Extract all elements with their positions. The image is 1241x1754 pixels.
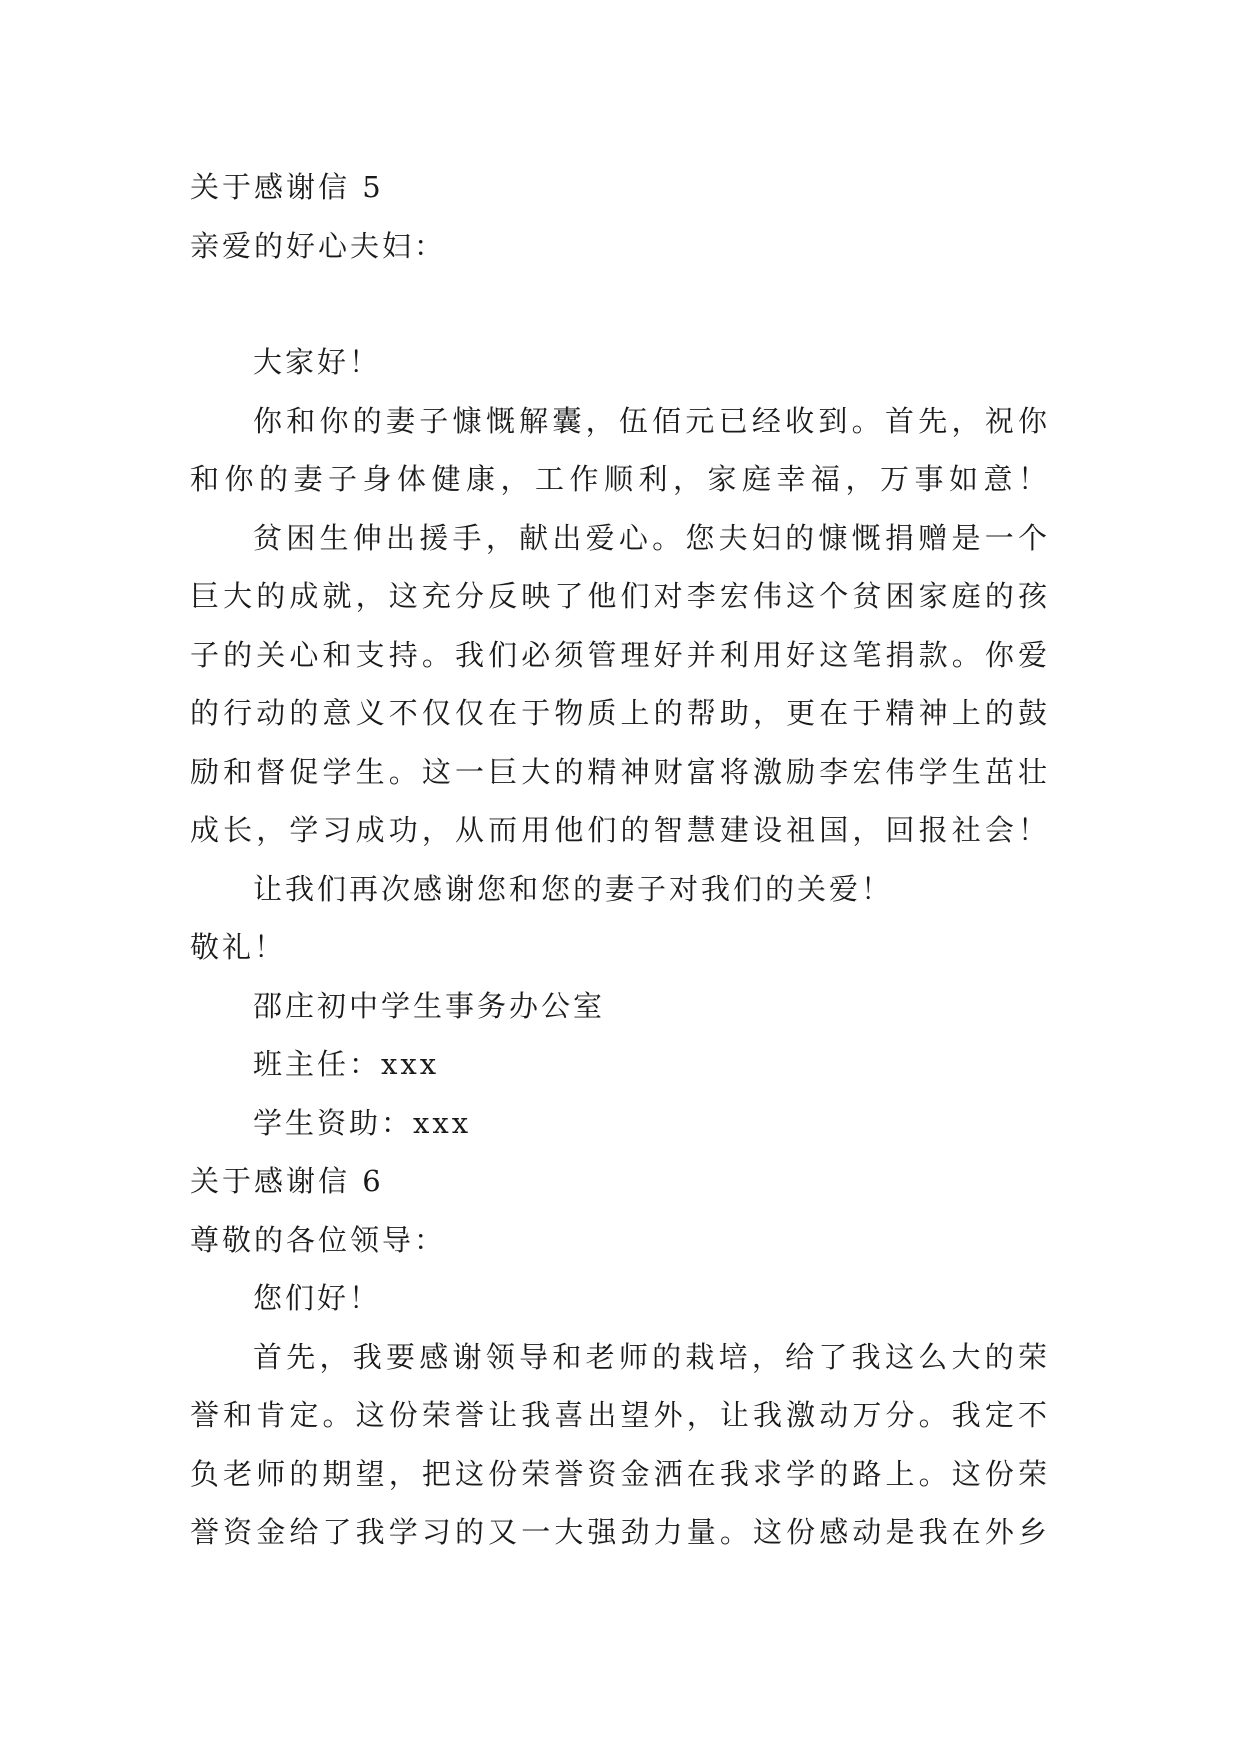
document-body <box>190 158 1050 1562</box>
paragraph-line: 首先，我要感谢领导和老师的栽培，给了我这么大的荣 <box>253 1339 1050 1374</box>
paragraph-line: 和你的妻子身体健康，工作顺利，家庭幸福，万事如意！ <box>190 462 1050 496</box>
paragraph-line: 子的关心和支持。我们必须管理好并利用好这笔捐款。你爱 <box>190 637 1050 672</box>
paragraph-line: 巨大的成就，这充分反映了他们对李宏伟这个贫困家庭的孩 <box>190 579 1050 613</box>
letter-greeting: 大家好！ <box>253 345 382 379</box>
letter-closing: 敬礼！ <box>190 930 287 964</box>
paragraph-line: 的行动的意义不仅仅在于物质上的帮助，更在于精神上的鼓 <box>190 696 1050 730</box>
letter-heading: 关于感谢信 6 <box>190 1164 384 1198</box>
letter-greeting: 您们好！ <box>253 1281 382 1315</box>
paragraph-line: 励和督促学生。这一巨大的精神财富将激励李宏伟学生茁壮 <box>190 754 1050 789</box>
signature-teacher: 班主任：xxx <box>253 1047 440 1081</box>
paragraph-line: 成长，学习成功，从而用他们的智慧建设祖国，回报社会！ <box>190 813 1050 847</box>
paragraph-line: 誉和肯定。这份荣誉让我喜出望外，让我激动万分。我定不 <box>190 1398 1050 1432</box>
paragraph-line: 负老师的期望，把这份荣誉资金洒在我求学的路上。这份荣 <box>190 1456 1050 1491</box>
signature-organization: 邵庄初中学生事务办公室 <box>253 988 606 1023</box>
paragraph-line: 贫困生伸出援手，献出爱心。您夫妇的慷慨捐赠是一个 <box>253 520 1050 555</box>
letter-heading: 关于感谢信 5 <box>190 170 384 204</box>
paragraph-line: 誉资金给了我学习的又一大强劲力量。这份感动是我在外乡 <box>190 1515 1050 1549</box>
letter-salutation: 亲爱的好心夫妇： <box>190 228 447 263</box>
paragraph-line: 你和你的妻子慷慨解囊，伍佰元已经收到。首先，祝你 <box>253 403 1050 438</box>
blank-line <box>190 275 1050 333</box>
signature-aid: 学生资助：xxx <box>253 1105 472 1140</box>
paragraph-line: 让我们再次感谢您和您的妻子对我们的关爱！ <box>253 871 894 906</box>
letter-salutation: 尊敬的各位领导： <box>190 1222 447 1257</box>
